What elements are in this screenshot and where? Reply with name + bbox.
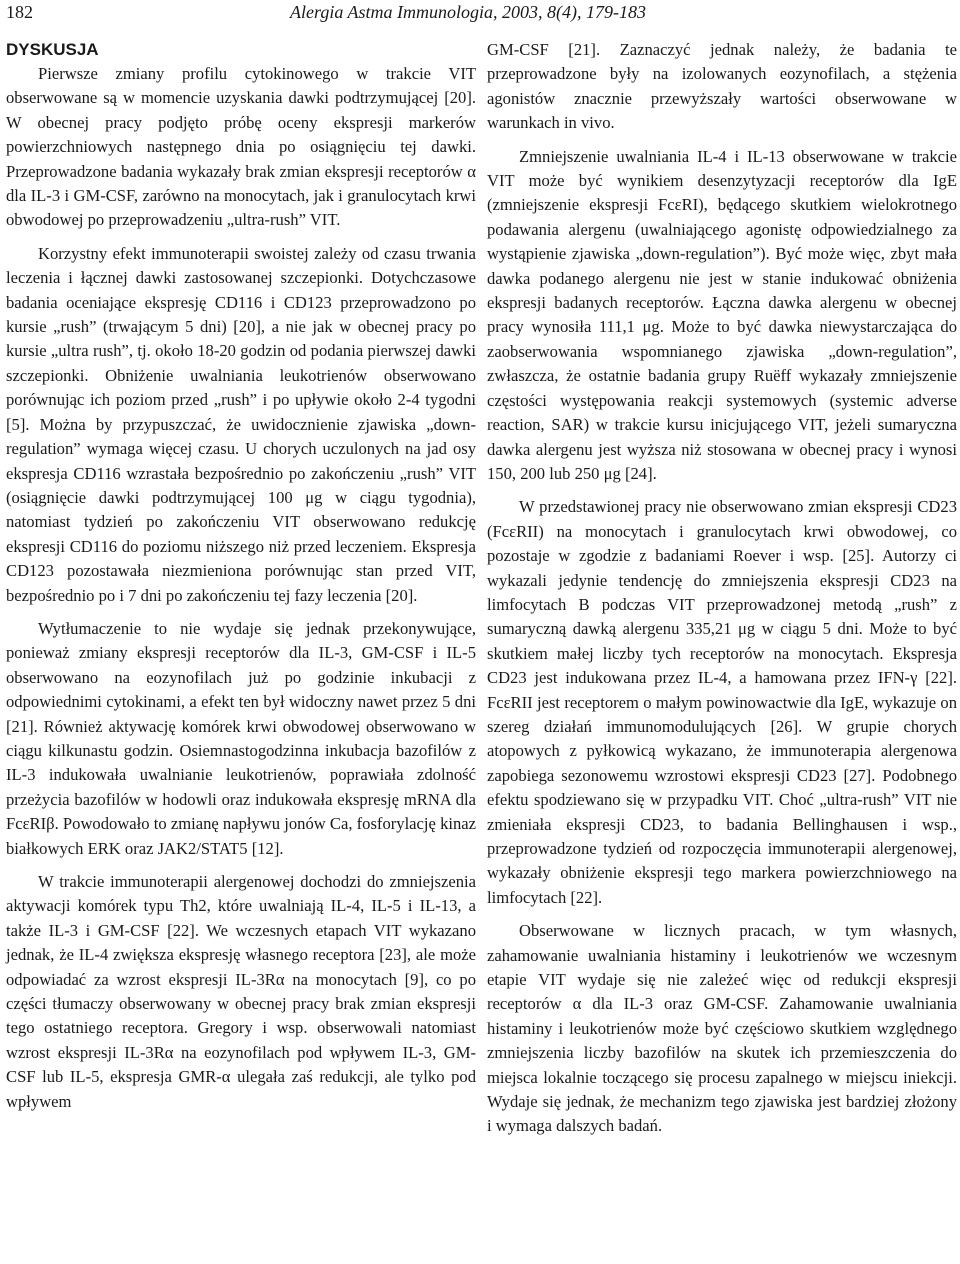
paragraph: Zmniejszenie uwalniania IL-4 i IL-13 obserwowane w trakcie VIT może być wynikiem desenzytyzacji receptorów dla IgE (zmniejszenie ekspresji FcεRI), będącego skutkiem wielokrotnego podawania alergenu (uwalniającego agonistę odpowiedzialnego za wystąpienie zjawiska „down-regulation”). Być może więc, zbyt mała dawka podanego alergenu nie jest w stanie indukować obniżenia ekspresji badanych receptorów. Łączna dawka alergenu w obecnej pracy wynosiła 111,1 μg. Może to być dawka niewystarczająca do zaobserwowania wspomnianego zjawiska „down-regulation”, zwłaszcza, że ostatnie badania grupy Ruëff wykazały zmniejszenie częstości występowania reakcji systemowych (systemic adverse reaction, SAR) w trakcie kursu inicjującego VIT, jeżeli sumaryczna dawka alergenu jest wyższa niż stosowana w obecnej pracy i wynosi 150, 200 lub 250 μg [24]. [487, 146, 957, 483]
paragraph: W trakcie immunoterapii alergenowej dochodzi do zmniejszenia aktywacji komórek typu Th2, które uwalniają IL-4, IL-5 i IL-13, a także IL-3 i GM-CSF [22]. We wczesnych etapach VIT wykazano jednak, że IL-4 zwiększa ekspresję własnego receptora [23], ale może odpowiadać za wzrost ekspresji IL-3Rα na monocytach [9], co po części tłumaczy obserwowany w obecnej pracy brak zmian ekspresji tego ostatniego receptora. Gregory i wsp. obserwowali natomiast wzrost ekspresji IL-3Rα na eozynofilach pod wpływem IL-3, GM-CSF lub IL-5, ekspresja GMR-α ulegała zaś redukcji, ale tylko pod wpływem [6, 872, 476, 1111]
running-header [0, 0, 960, 26]
right-column [487, 38, 957, 1139]
paragraph: Pierwsze zmiany profilu cytokinowego w trakcie VIT obserwowane są w momencie uzyskania dawki podtrzymującej [20]. W obecnej pracy podjęto próbę oceny ekspresji markerów powierzchniowych następnego dnia po osiągnięciu tej dawki. Przeprowadzone badania wykazały brak zmian ekspresji receptorów α dla IL-3 i GM-CSF, zarówno na monocytach, jak i granulocytach krwi obwodowej po przeprowadzeniu „ultra-rush” VIT. [6, 64, 476, 230]
paragraph: Korzystny efekt immunoterapii swoistej zależy od czasu trwania leczenia i łącznej dawki zastosowanej szczepionki. Dotychczasowe badania oceniające ekspresję CD116 i CD123 przeprowadzono po kursie „rush” (trwającym 5 dni) [20], a nie jak w obecnej pracy po kursie „ultra rush”, tj. około 18-20 godzin od podania pierwszej dawki szczepionki. Obniżenie uwalniania leukotrienów obserwowano porównując ich poziom przed „rush” i po upływie około 2-4 tygodni [5]. Można by przypuszczać, że uwidocznienie zjawiska „down-regulation” wymaga więcej czasu. U chorych uczulonych na jad osy ekspresja CD116 wzrastała bezpośrednio po zakończeniu „rush” VIT (osiągnięcie dawki podtrzymującej 100 μg w ciągu tygodnia), natomiast tydzień po zakończeniu VIT obserwowano redukcję ekspresji CD116 do poziomu niższego niż przed leczeniem. Ekspresja CD123 pozostawała niezmieniona porównując stan przed VIT, bezpośrednio po i 7 dni po zakończeniu tej fazy leczenia [20]. [6, 243, 476, 605]
section-heading: DYSKUSJA [6, 40, 99, 59]
journal-citation: Alergia Astma Immunologia, 2003, 8(4), 179-183 [290, 2, 646, 22]
left-column [6, 38, 476, 1114]
paragraph: Obserwowane w licznych pracach, w tym własnych, zahamowanie uwalniania histaminy i leukotrienów we wczesnym etapie VIT wydaje się nie zależeć więc od redukcji ekspresji receptorów α dla IL-3 oraz GM-CSF. Zahamowanie uwalniania histaminy i leukotrienów może być częściowo skutkiem względnego zmniejszenia liczby bazofilów na skutek ich przemieszczenia do miejsca lokalnie toczącego się procesu zapalnego w miejscu iniekcji. Wydaje się jednak, że mechanizm tego zjawiska jest bardziej złożony i wymaga dalszych badań. [487, 921, 957, 1136]
paragraph: GM-CSF [21]. Zaznaczyć jednak należy, że badania te przeprowadzone były na izolowanych eozynofilach, a stężenia agonistów znacznie przewyższały wartości obserwowane w warunkach in vivo. [487, 40, 957, 133]
paragraph: Wytłumaczenie to nie wydaje się jednak przekonywujące, ponieważ zmiany ekspresji receptorów dla IL-3, GM-CSF i IL-5 obserwowano na eozynofilach już po godzinie inkubacji z odpowiednimi cytokinami, a efekt ten był widoczny nawet przez 5 dni [21]. Również aktywację komórek krwi obwodowej obserwowano w ciągu kilkunastu godzin. Osiemnastogodzinna inkubacja bazofilów z IL-3 indukowała uwalnianie leukotrienów, poprawiała zdolność przeżycia bazofilów w hodowli oraz indukowała ekspresję mRNA dla FcεRIβ. Powodowało to zmianę napływu jonów Ca, fosforylację kinaz białkowych ERK oraz JAK2/STAT5 [12]. [6, 618, 476, 858]
page-number: 182 [6, 2, 33, 22]
paragraph: W przedstawionej pracy nie obserwowano zmian ekspresji CD23 (FcεRII) na monocytach i granulocytach krwi obwodowej, co pozostaje w zgodzie z badaniami Roever i wsp. [25]. Autorzy ci wykazali jedynie tendencję do zmniejszenia ekspresji CD23 na limfocytach B podczas VIT przeprowadzonej metodą „rush” z sumaryczną dawką alergenu 335,21 μg w ciągu 5 dni. Może to być skutkiem małej liczby tych receptorów na monocytach. Ekspresja CD23 jest indukowana przez IL-4, a hamowana przez IFN-γ [22]. FcεRII jest receptorem o małym powinowactwie dla IgE, wykazuje on szereg działań immunomodulujących [26]. W grupie chorych atopowych z pyłkowicą wykazano, że immunoterapia alergenowa zapobiega sezonowemu wzrostowi ekspresji CD23 [27]. Podobnego efektu spodziewano się w przypadku VIT. Choć „ultra-rush” VIT nie zmieniała ekspresji CD23, to badania Bellinghausen i wsp., przeprowadzone tydzień od rozpoczęcia immunoterapii alergenowej, wykazały obniżenie ekspresji tego markera powierzchniowego na limfocytach [22]. [487, 497, 957, 907]
